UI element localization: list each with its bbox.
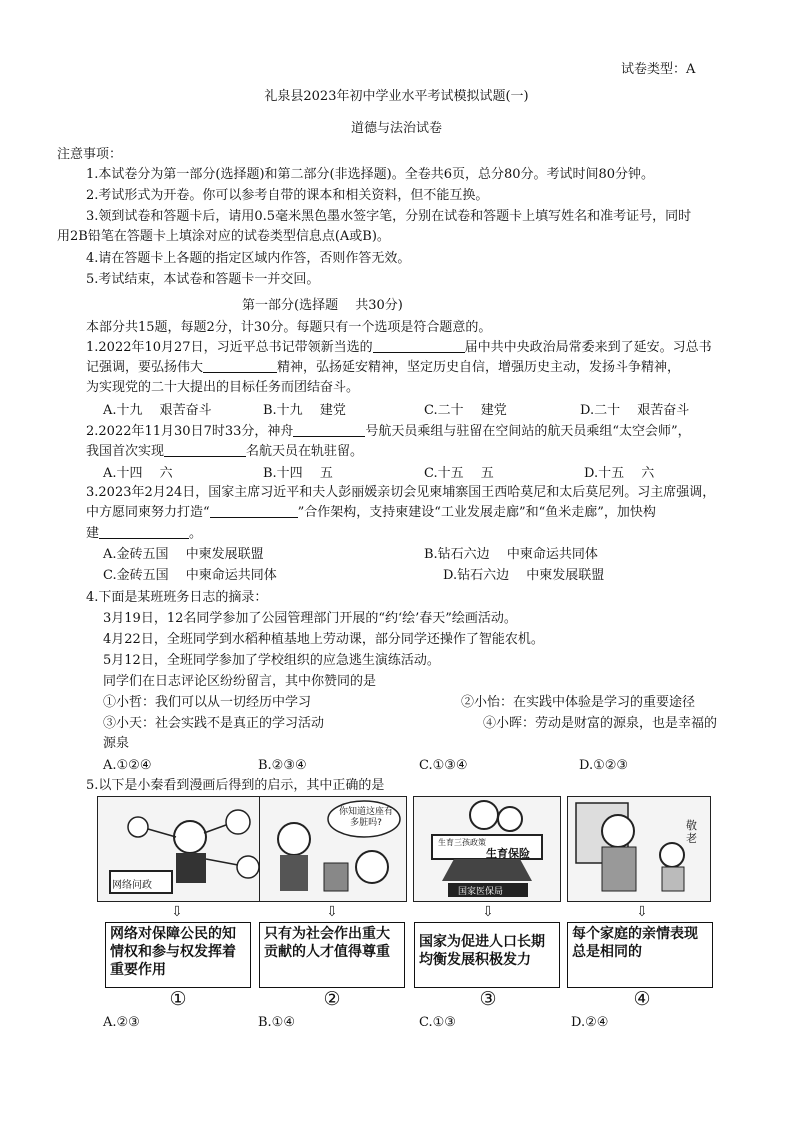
q3-option-b: B.钻石六边 中柬命运共同体 (424, 547, 598, 562)
note-4: 4.请在答题卡上各题的指定区域内作答，否则作答无效。 (86, 251, 411, 266)
q2-line2: 我国首次实现 名航天员在轨驻留。 (86, 444, 364, 459)
q5-option-b: B.①④ (258, 1015, 295, 1030)
note-2: 2.考试形式为开卷。你可以参考自带的课本和相关资料，但不能互换。 (86, 188, 489, 203)
q4-log-2: 4月22日，全班同学到水稻种植基地上劳动课，部分同学还操作了智能农机。 (103, 632, 544, 647)
q4-log-1: 3月19日，12名同学参加了公园管理部门开展的“约‘绘’春天”绘画活动。 (103, 611, 517, 626)
part1-heading: 第一部分(选择题 共30分) (242, 298, 403, 313)
q2-line1: 2.2022年11月30日7时33分，神舟 号航天员乘组与驻留在空间站的航天员乘组“太空会师”， (86, 424, 691, 439)
down-arrow-icon: ⇩ (171, 904, 183, 920)
q2-option-b: B.十四 五 (263, 466, 333, 481)
down-arrow-icon: ⇩ (636, 904, 648, 920)
q2-option-d: D.十五 六 (584, 466, 655, 481)
q5-option-d: D.②④ (571, 1015, 609, 1030)
q4-ask: 同学们在日志评论区纷纷留言，其中你赞同的是 (103, 674, 377, 689)
q4-option-a: A.①②④ (103, 758, 152, 773)
inference-box-2: 只有为社会作出重大贡献的人才值得尊重 (259, 922, 405, 988)
q3-option-a: A.金砖五国 中柬发展联盟 (103, 547, 264, 562)
cartoon-panel-4 (567, 796, 711, 902)
panel-number-2: ② (323, 988, 341, 1010)
q1-blank-1 (373, 338, 465, 353)
q4-comment-4-cont: 源泉 (103, 736, 130, 751)
cartoon-panel-3 (413, 796, 561, 902)
q2-option-c: C.十五 五 (424, 466, 494, 481)
q4-line1: 4.下面是某班班务日志的摘录： (86, 590, 268, 605)
panel-number-1: ① (169, 988, 187, 1010)
q1-option-a: A.十九 艰苦奋斗 (103, 403, 212, 418)
q5-line1: 5.以下是小秦看到漫画后得到的启示，其中正确的是 (86, 778, 385, 793)
q1-option-b: B.十九 建党 (263, 403, 346, 418)
q5-option-c: C.①③ (419, 1015, 456, 1030)
note-3-cont: 用2B铅笔在答题卡上填涂对应的试卷类型信息点(A或B)。 (57, 229, 390, 244)
q4-comment-4: ④小晖：劳动是财富的源泉，也是幸福的 (483, 716, 718, 731)
q2-blank-1 (293, 422, 365, 437)
q3-option-d: D.钻石六边 中柬发展联盟 (443, 568, 605, 583)
q3-line1: 3.2023年2月24日，国家主席习近平和夫人彭丽媛亲切会见柬埔寨国王西哈莫尼和太后莫尼列。习主席强调， (86, 485, 716, 500)
q3-line2: 中方愿同柬努力打造“ ”合作架构，支持柬建设“工业发展走廊”和“鱼米走廊”，加快构 (86, 505, 656, 520)
notes-heading: 注意事项： (57, 147, 123, 162)
q3-option-c: C.金砖五国 中柬命运共同体 (103, 568, 277, 583)
exam-subtitle: 道德与法治试卷 (350, 121, 442, 136)
q4-option-d: D.①②③ (579, 758, 629, 773)
q4-comment-2: ②小怡：在实践中体验是学习的重要途径 (461, 695, 696, 710)
q4-option-b: B.②③④ (258, 758, 307, 773)
q1-option-c: C.二十 建党 (424, 403, 507, 418)
q4-comment-1: ①小哲：我们可以从一切经历中学习 (103, 695, 312, 710)
panel-number-4: ④ (633, 988, 651, 1010)
note-5: 5.考试结束，本试卷和答题卡一并交回。 (86, 272, 320, 287)
inference-box-3: 国家为促进人口长期均衡发展积极发力 (414, 922, 560, 988)
q1-blank-2 (203, 358, 277, 373)
down-arrow-icon: ⇩ (482, 904, 494, 920)
inference-box-1: 网络对保障公民的知情权和参与权发挥着重要作用 (105, 922, 251, 988)
cartoon-panel-2 (259, 796, 407, 902)
q2-blank-2 (164, 442, 246, 457)
cartoon-2-bubble: 你知道这座有多脏吗? (338, 807, 393, 828)
cartoon-3-board: 生育保险 (486, 847, 530, 860)
cartoon-panel-1 (97, 796, 279, 902)
q3-blank-2 (99, 524, 189, 539)
q1-line1: 1.2022年10月27日，习近平总书记带领新当选的 届中共中央政治局常委来到了延安。习总书 (86, 340, 712, 355)
cartoon-4-art (568, 797, 710, 901)
cartoon-1-sign: 网络问政 (112, 880, 152, 891)
q4-log-3: 5月12日，全班同学参加了学校组织的应急逃生演练活动。 (103, 653, 440, 668)
paper-type: 试卷类型：A (621, 62, 696, 77)
panel-number-3: ③ (479, 988, 497, 1010)
q3-blank-1 (210, 503, 298, 518)
q2-option-a: A.十四 六 (103, 466, 173, 481)
cartoon-3-sign: 国家医保局 (458, 887, 504, 897)
down-arrow-icon: ⇩ (326, 904, 338, 920)
cartoon-4-sign: 敬老 (686, 819, 697, 845)
q5-option-a: A.②③ (103, 1015, 140, 1030)
q1-option-d: D.二十 艰苦奋斗 (580, 403, 690, 418)
cartoon-3-small: 生育三孩政策 (438, 838, 486, 847)
note-1: 1.本试卷分为第一部分(选择题)和第二部分(非选择题)。全卷共6页，总分80分。考试时间80分钟。 (86, 167, 655, 182)
q1-line2: 记强调，要弘扬伟大 精神，弘扬延安精神，坚定历史自信，增强历史主动，发扬斗争精神， (86, 360, 681, 375)
q4-option-c: C.①③④ (419, 758, 468, 773)
note-3: 3.领到试卷和答题卡后，请用0.5毫米黑色墨水签字笔，分别在试卷和答题卡上填写姓名和准考证号，同时 (86, 209, 692, 224)
q1-line3: 为实现党的二十大提出的目标任务而团结奋斗。 (86, 380, 360, 395)
inference-box-4: 每个家庭的亲情表现总是相同的 (567, 922, 713, 988)
q3-line3: 建 。 (86, 526, 203, 541)
part1-intro: 本部分共15题，每题2分，计30分。每题只有一个选项是符合题意的。 (86, 320, 492, 335)
q4-comment-3: ③小天：社会实践不是真正的学习活动 (103, 716, 325, 731)
exam-title: 礼泉县2023年初中学业水平考试模拟试题(一) (264, 89, 529, 104)
